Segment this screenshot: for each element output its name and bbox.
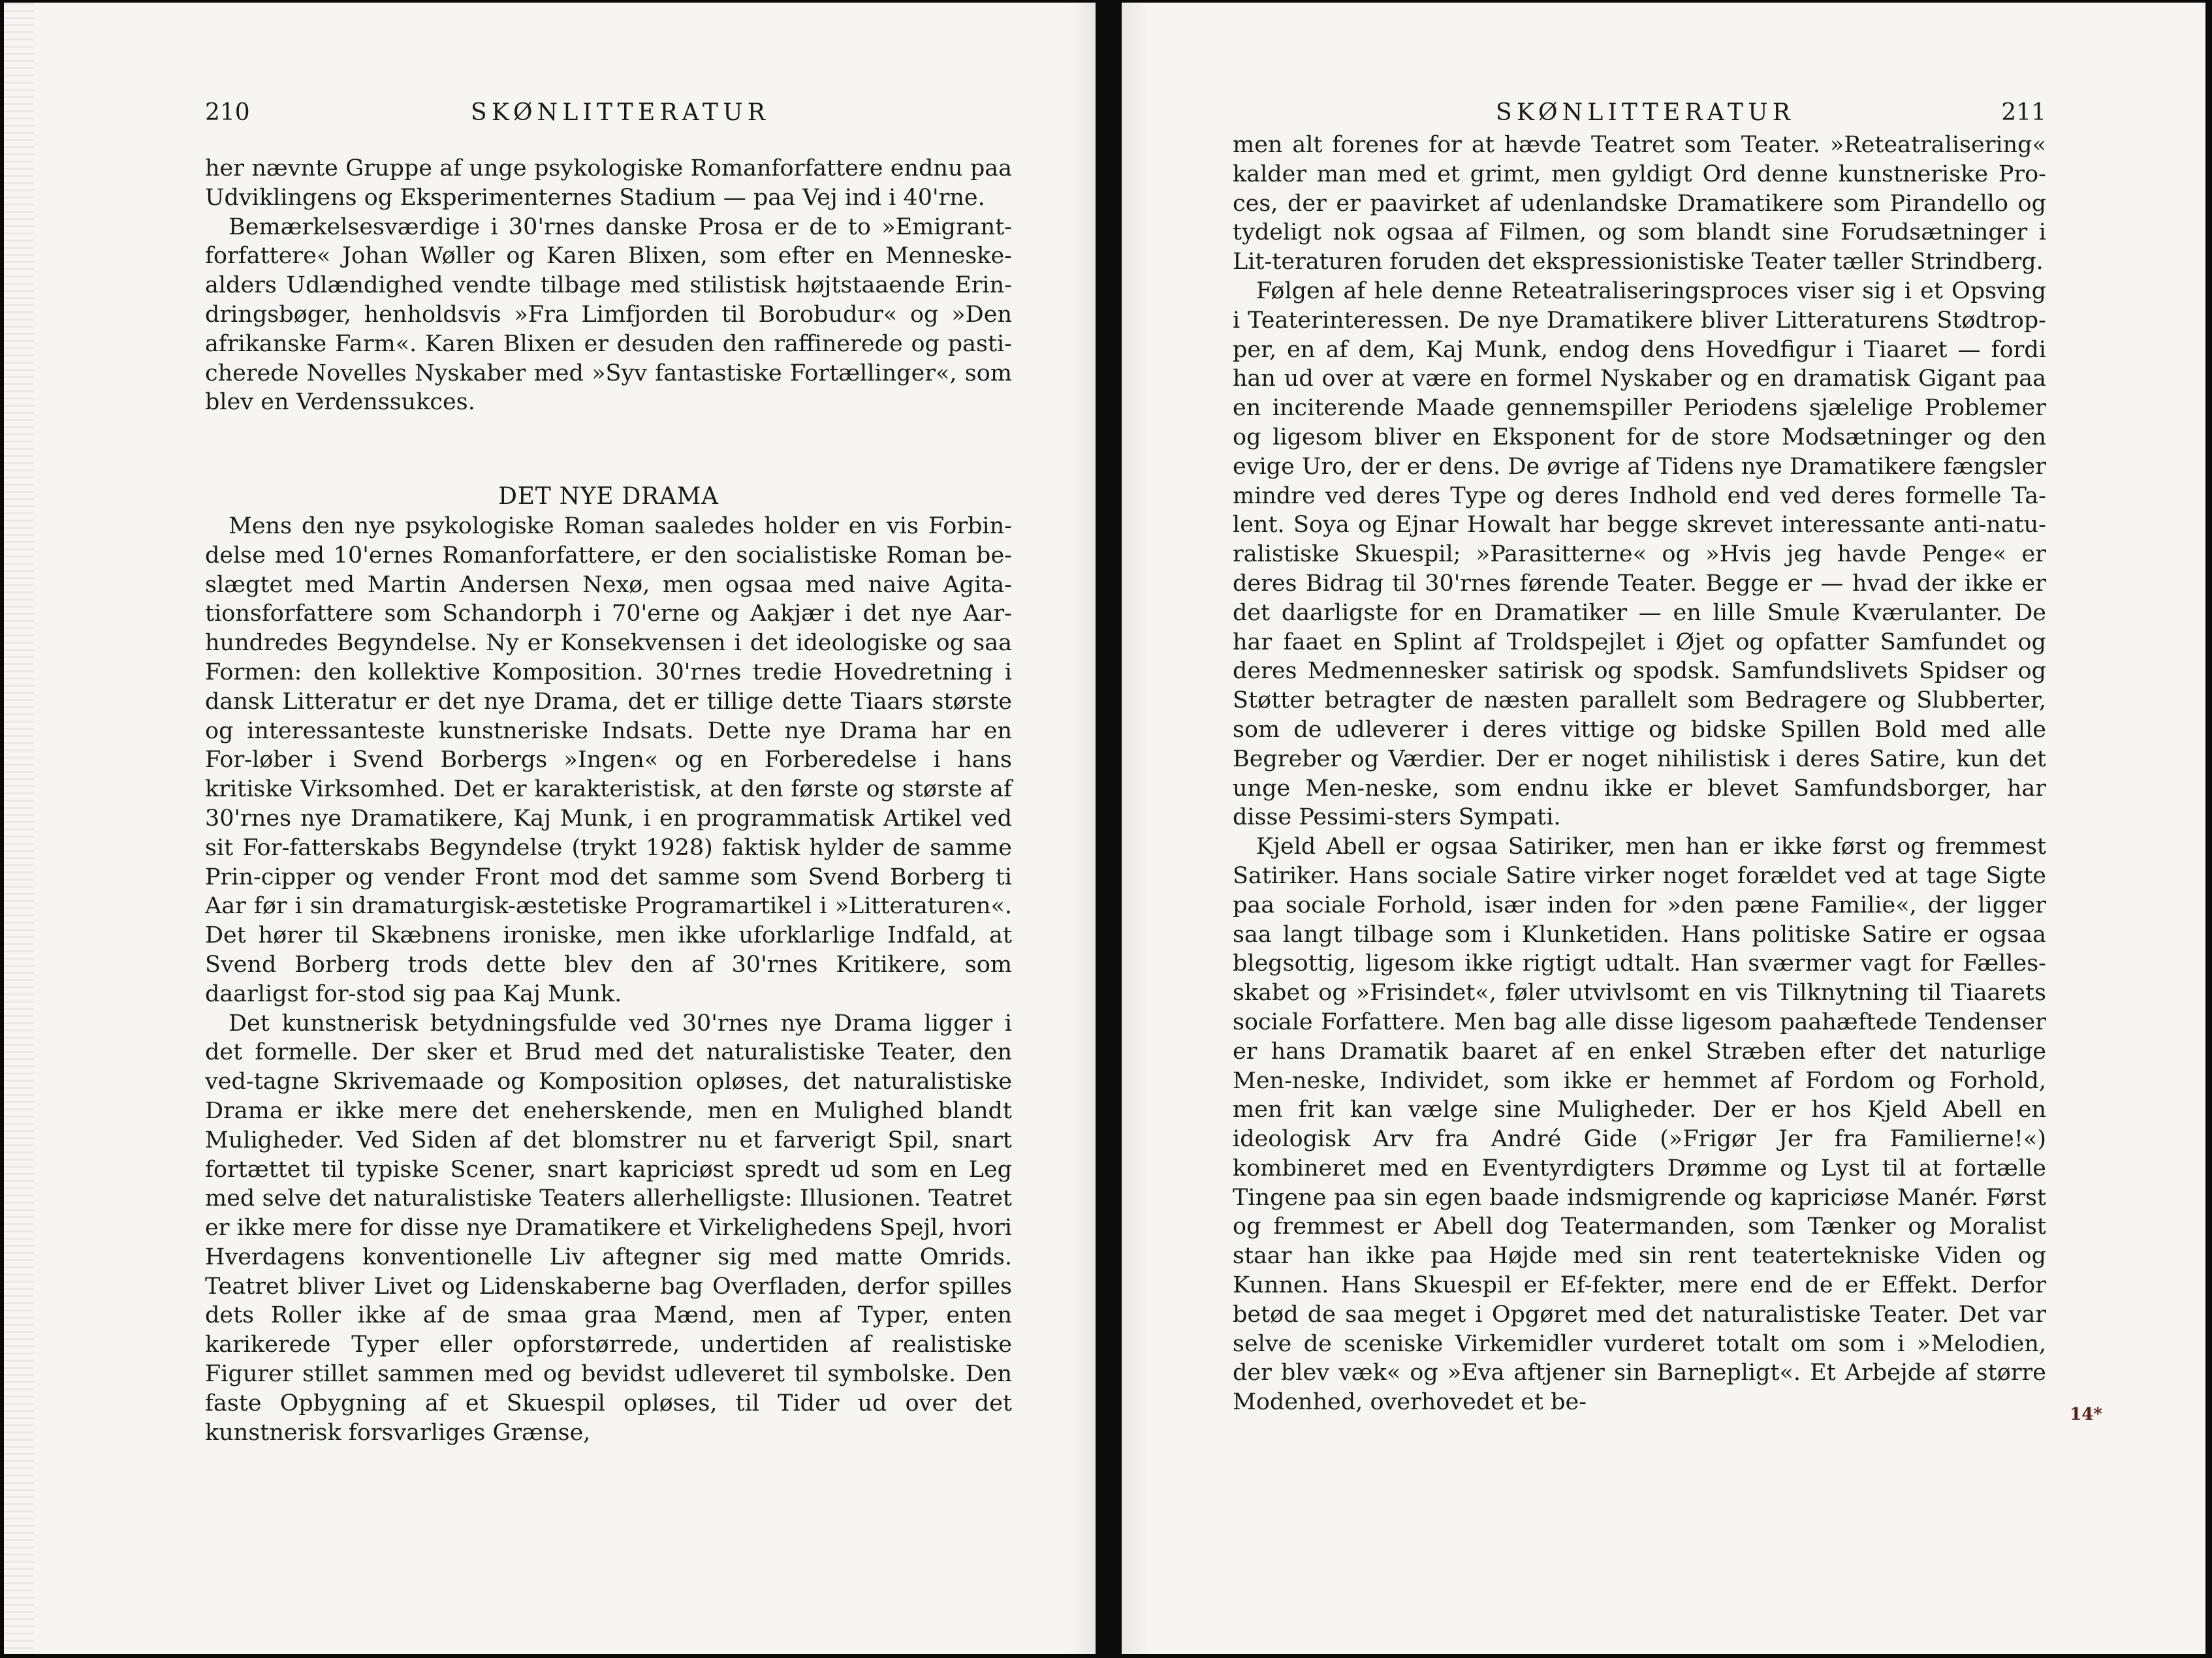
paragraph: Følgen af hele denne Reteatraliseringsproces viser sig i et Opsving i Teaterinteressen. De nye Dramatikere bliver Litteraturens Stødtrop-per, en af dem, Kaj Munk, endog dens Hovedfigur i Tiaaret — fordi han ud over at være en formel Nyskaber og en dramatisk Gigant paa en inciterende Maade gennemspiller Periodens sjælelige Problemer og ligesom bliver en Eksponent for de store Modsætninger og den evige Uro, der er dens. De øvrige af Tidens nye Dramatikere fængsler mindre ved deres Type og deres Indhold end ved deres formelle Ta-lent. Soya og Ejnar Howalt har begge skrevet interessante anti-natu-ralistiske Skuespil; »Parasitterne« og »Hvis jeg havde Penge« er deres Bidrag til 30'rnes førende Teater. Begge er — hvad der ikke er det daarligste for en Dramatiker — en lille Smule Kværulanter. De har faaet en Splint af Troldspejlet i Øjet og opfatter Samfundet og deres Medmennesker satirisk og spodsk. Samfundslivets Spidser og Støtter betragter de næsten parallelt som Bedragere og Slubberter, som de udleverer i deres vittige og bidske Spillen Bold med alle Begreber og Værdier. Der er noget nihilistisk i deres Satire, kun det unge Men-neske, som endnu ikke er blevet Samfundsborger, har disse Pessimi-sters Sympati. bbox=[1233, 277, 2046, 831]
page-number: 210 bbox=[205, 99, 250, 126]
page-header bbox=[205, 97, 1012, 129]
spine-shadow bbox=[1069, 3, 1096, 1654]
page-body bbox=[1233, 131, 2046, 1417]
running-head: SKØNLITTERATUR bbox=[470, 99, 770, 126]
signature-mark: 14* bbox=[2070, 1405, 2102, 1424]
paragraph: Mens den nye psykologiske Roman saaledes holder en vis Forbin-delse med 10'ernes Romanforfattere, er den socialistiske Roman be-slægtet med Martin Andersen Nexø, men ogsaa med naive Agita-tionsforfattere som Schandorph i 70'erne og Aakjær i det nye Aar-hundredes Begyndelse. Ny er Konsekvensen i det ideologiske og saa Formen: den kollektive Komposition. 30'rnes tredie Hovedretning i dansk Litteratur er det nye Drama, det er tillige dette Tiaars største og interessanteste kunstneriske Indsats. Dette nye Drama har en For-løber i Svend Borbergs »Ingen« og en Forberedelse i hans kritiske Virksomhed. Det er karakteristisk, at den første og største af 30'rnes nye Dramatikere, Kaj Munk, i en programmatisk Artikel ved sit For-fatterskabs Begyndelse (trykt 1928) faktisk hylder de samme Prin-cipper og vender Front mod det samme som Svend Borberg ti Aar før i sin dramaturgisk-æstetiske Programartikel i »Litteraturen«. Det hører til Skæbnens ironiske, men ikke uforklarlige Indfald, at Svend Borberg trods dette blev den af 30'rnes Kritikere, som daarligst for-stod sig paa Kaj Munk. bbox=[205, 512, 1012, 1007]
running-head: SKØNLITTERATUR bbox=[1495, 99, 1795, 126]
left-page bbox=[4, 3, 1096, 1654]
paragraph: Kjeld Abell er ogsaa Satiriker, men han er ikke først og fremmest Satiriker. Hans sociale Satire virker noget forældet ved at tage Sigte paa sociale Forhold, især inden for »den pæne Familie«, der ligger saa langt tilbage som i Klunketiden. Hans politiske Satire er ogsaa blegsottig, ligesom ikke rigtigt udtalt. Han sværmer vagt for Fælles-skabet og »Frisindet«, føler utvivlsomt en vis Tilknytning til Tiaarets sociale Forfattere. Men bag alle disse ligesom paahæftede Tendenser er hans Dramatik baaret af en enkel Stræben efter det naturlige Men-neske, Individet, som ikke er hemmet af Fordom og Forhold, men frit kan vælge sine Muligheder. Der er hos Kjeld Abell en ideologisk Arv fra André Gide (»Frigør Jer fra Familierne!«) kombineret med en Eventyrdigters Drømme og Lyst til at fortælle Tingene paa sin egen baade indsmigrende og kapriciøse Manér. Først og fremmest er Abell dog Teatermanden, som Tænker og Moralist staar han ikke paa Højde med sin rent teatertekniske Viden og Kunnen. Hans Skuespil er Ef-fekter, mere end de er Effekt. Derfor betød de saa meget i Opgøret med det naturalistiske Teater. Det var selve de sceniske Virkemidler vurderet totalt om som i »Melodien, der blev væk« og »Eva aftjener sin Barnepligt«. Et Arbejde af større Modenhed, overhovedet et be- bbox=[1233, 834, 2046, 1416]
spine-shadow bbox=[1122, 3, 1148, 1654]
paragraph: Det kunstnerisk betydningsfulde ved 30'rnes nye Drama ligger i det formelle. Der sker et Brud med det naturalistiske Teater, den ved-tagne Skrivemaade og Komposition opløses, det naturalistiske Drama er ikke mere det eneherskende, men en Mulighed blandt Muligheder. Ved Siden af det blomstrer nu et farverigt Spil, snart fortættet til typiske Scener, snart kapriciøst spredt ud som en Leg med selve det naturalistiske Teaters allerhelligste: Illusionen. Teatret er ikke mere for disse nye Dramatikere et Virkelighedens Spejl, hvori Hverdagens konventionelle Liv aftegner sig med matte Omrids. Teatret bliver Livet og Lidenskaberne bag Overfladen, derfor spilles dets Roller ikke af de smaa graa Mænd, men af Typer, enten karikerede Typer eller opforstørrede, undertiden af realistiske Figurer stillet sammen med og bevidst udleveret til symbolske. Den faste Opbygning af et Skuespil opløses, til Tider ud over det kunstnerisk forsvarliges Grænse, bbox=[205, 1010, 1012, 1446]
page-number: 211 bbox=[2001, 99, 2046, 126]
right-page bbox=[1122, 3, 2205, 1654]
page-edge-shading bbox=[4, 3, 34, 1654]
page-header bbox=[1233, 97, 2046, 129]
paragraph: men alt forenes for at hævde Teatret som Teater. »Reteatralisering« kalder man med et grimt, men gyldigt Ord denne kunstneriske Pro-ces, der er paavirket af udenlandske Dramatikere som Pirandello og tydeligt nok ogsaa af Filmen, og som blandt sine Forudsætninger i Lit-teraturen foruden det ekspressionistiske Teater tæller Strindberg. bbox=[1233, 132, 2046, 275]
paragraph: her nævnte Gruppe af unge psykologiske Romanforfattere endnu paa Udviklingens og Eksperimenternes Stadium — paa Vej ind i 40'rne. bbox=[205, 155, 1012, 211]
section-heading: DET NYE DRAMA bbox=[498, 483, 719, 510]
paragraph: Bemærkelsesværdige i 30'rnes danske Prosa er de to »Emigrant-forfattere« Johan Wøller og Karen Blixen, som efter en Menneske-alders Udlændighed vendte tilbage med stilistisk højtstaaende Erin-dringsbøger, henholdsvis »Fra Limfjorden til Borobudur« og »Den afrikanske Farm«. Karen Blixen er desuden den raffinerede og pasti-cherede Novelles Nyskaber med »Syv fantastiske Fortællinger«, som blev en Verdenssukces. bbox=[205, 213, 1012, 416]
page-body bbox=[205, 154, 1012, 1447]
